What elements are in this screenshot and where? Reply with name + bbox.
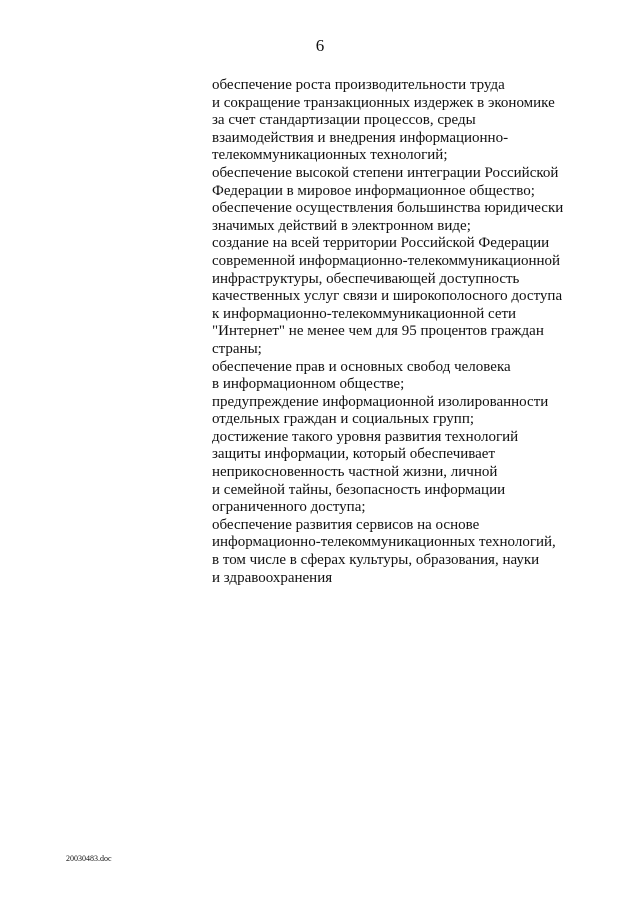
text-line: ограниченного доступа;: [212, 499, 366, 516]
text-line: за счет стандартизации процессов, среды: [212, 112, 476, 129]
text-line: обеспечение роста производительности труда: [212, 77, 505, 93]
text-line: отдельных граждан и социальных групп;: [212, 411, 475, 428]
text-line: телекоммуникационных технологий;: [212, 147, 448, 164]
text-line: обеспечение высокой степени интеграции Российской: [212, 164, 559, 181]
text-line: информационно-телекоммуникационных технологий,: [212, 534, 556, 551]
text-line: и сокращение транзакционных издержек в экономике: [212, 94, 555, 111]
text-line: обеспечение развития сервисов на основе: [212, 516, 480, 533]
text-line: обеспечение осуществления большинства юридически: [212, 200, 564, 217]
text-line: защиты информации, который обеспечивает: [212, 446, 496, 463]
text-line: создание на всей территории Российской Федерации: [212, 235, 550, 252]
text-line: взаимодействия и внедрения информационно-: [212, 129, 509, 146]
footer-document-code: 20030483.doc: [66, 854, 112, 863]
text-line: "Интернет" не менее чем для 95 процентов граждан: [212, 323, 544, 340]
text-line: обеспечение прав и основных свобод человека: [212, 358, 511, 375]
text-line: значимых действий в электронном виде;: [212, 217, 471, 234]
text-line: и семейной тайны, безопасность информации: [212, 481, 506, 498]
text-line: качественных услуг связи и широкополосного доступа: [212, 288, 563, 305]
text-line: страны;: [212, 340, 262, 357]
text-line: к информационно-телекоммуникационной сети: [212, 305, 517, 322]
document-body: [212, 77, 622, 587]
page-number: 6: [315, 36, 325, 55]
text-line: современной информационно-телекоммуникационной: [212, 252, 561, 269]
text-line: инфраструктуры, обеспечивающей доступность: [212, 270, 520, 287]
text-line: достижение такого уровня развития технологий: [212, 428, 519, 445]
text-line: неприкосновенность частной жизни, личной: [212, 464, 498, 481]
text-line: предупреждение информационной изолированности: [212, 393, 549, 410]
text-line: в информационном обществе;: [212, 376, 405, 393]
text-line: в том числе в сферах культуры, образования, науки: [212, 552, 540, 569]
text-line: и здравоохранения: [212, 569, 333, 586]
text-line: Федерации в мировое информационное общество;: [212, 182, 535, 199]
